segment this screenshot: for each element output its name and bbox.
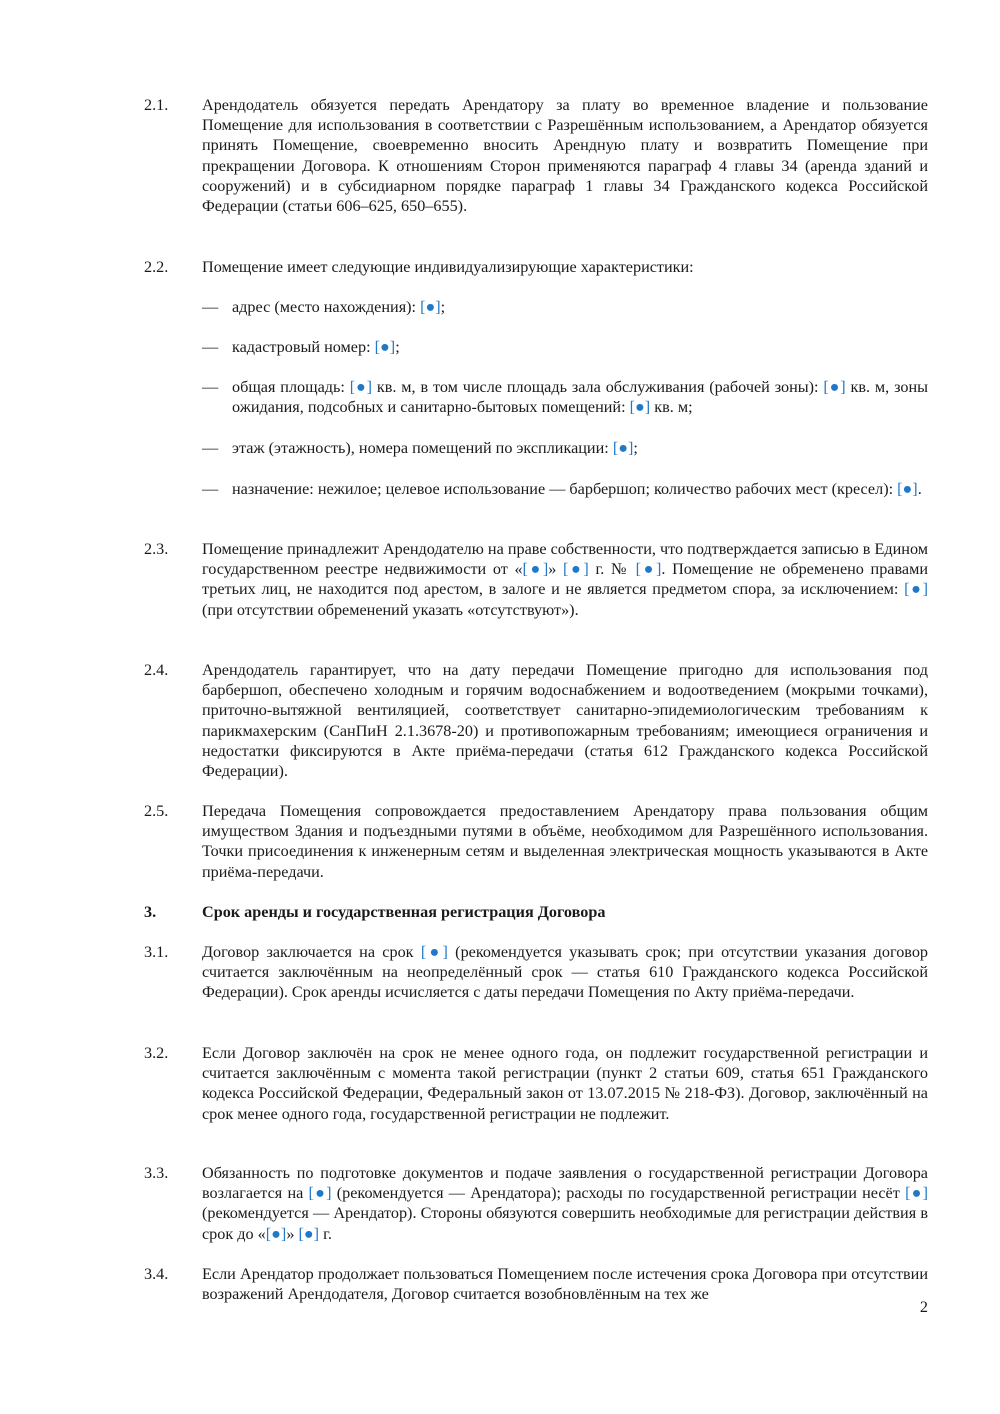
placeholder-field[interactable]: [●]: [420, 298, 441, 316]
placeholder-field[interactable]: [●]: [374, 338, 396, 356]
placeholder-field[interactable]: [●]: [265, 1224, 287, 1243]
dash-marker: —: [202, 480, 219, 498]
list-item-text: кадастровый номер: [●];: [232, 338, 400, 356]
clause-number: 3.2.: [144, 1044, 169, 1062]
clause-number: 3.1.: [144, 943, 169, 961]
list-item-text: адрес (место нахождения): [●];: [232, 298, 446, 316]
section-number: 3.: [144, 903, 157, 921]
placeholder-field[interactable]: [●]: [897, 480, 918, 498]
clause-number: 3.4.: [144, 1265, 169, 1283]
clause-text: Договор заключается на срок [●] (рекомендуется указывать срок; при отсутствии указания договор считается заключённым на неопределённый срок — статья 610 Гражданского кодекса Российской Федерации). Срок аренды исчисляется с даты передачи Помещения по Акту приёма-передачи.: [202, 943, 929, 1002]
list-item-text: общая площадь: [●] кв. м, в том числе площадь зала обслуживания (рабочей зоны): [●] кв. м, зоны ожидания, подсобных и санитарно-бытовых помещений: [●] кв. м;: [232, 378, 929, 417]
placeholder-field[interactable]: [●]: [629, 398, 651, 417]
placeholder-field[interactable]: [●]: [904, 580, 928, 599]
placeholder-field[interactable]: [●]: [298, 1224, 320, 1243]
placeholder-field[interactable]: [●]: [823, 378, 846, 396]
clause-number: 3.3.: [144, 1164, 169, 1182]
clause-number: 2.2.: [144, 258, 169, 276]
placeholder-field[interactable]: [●]: [612, 439, 634, 457]
clause-number: 2.4.: [144, 661, 169, 679]
clause-text: Если Договор заключён на срок не менее одного года, он подлежит государственной регистрации и считается заключённым с момента такой регистрации (пункт 2 статьи 609, статья 651 Гражданского кодекса Российской Федерации, Федеральный закон от 13.07.2015 № 218-ФЗ). Договор, заключённый на срок менее одного года, государственной регистрации не подлежит.: [202, 1044, 928, 1123]
list-item-text: этаж (этажность), номера помещений по экспликации: [●];: [232, 439, 638, 457]
dash-marker: —: [202, 338, 219, 356]
placeholder-field[interactable]: [●]: [349, 378, 372, 396]
clause-number: 2.5.: [144, 802, 169, 820]
placeholder-field[interactable]: [●]: [905, 1184, 929, 1203]
clause-text: Если Арендатор продолжает пользоваться Помещением после истечения срока Договора при отсутствии возражений Арендодателя, Договор считается возобновлённым на тех же: [202, 1265, 928, 1304]
list-item-text: назначение: нежилое; целевое использование — барбершоп; количество рабочих мест (кресел): [●].: [232, 480, 922, 498]
clause-text: Обязанность по подготовке документов и подаче заявления о государственной регистрации Договора возлагается на [●] (рекомендуется — Арендатора); расходы по государственной регистрации несёт [●] (рекомендуется — Арендатор). Стороны обязуются совершить необходимые для регистрации действия в срок до «[●]» [●] г.: [202, 1164, 929, 1243]
placeholder-field[interactable]: [●]: [635, 560, 662, 579]
dash-marker: —: [202, 378, 219, 396]
clause-text: Помещение принадлежит Арендодателю на праве собственности, что подтверждается записью в Едином государственном реестре недвижимости от «[●]» [●] г. № [●]. Помещение не обременено правами третьих лиц, не находится под арестом, в залоге и не является предметом спора, за исключением: [●] (при отсутствии обременений указать «отсутствуют»).: [202, 540, 929, 619]
section-title: Срок аренды и государственная регистрация Договора: [202, 903, 606, 921]
placeholder-field[interactable]: [●]: [420, 943, 448, 961]
placeholder-field[interactable]: [●]: [308, 1184, 332, 1203]
clause-number: 2.1.: [144, 96, 169, 114]
placeholder-field[interactable]: [●]: [522, 560, 549, 579]
placeholder-field[interactable]: [●]: [563, 560, 589, 579]
clause-text: Помещение имеет следующие индивидуализирующие характеристики:: [202, 258, 694, 276]
clause-number: 2.3.: [144, 540, 169, 558]
clause-text: Арендодатель гарантирует, что на дату передачи Помещение пригодно для использования под барбершоп, обеспечено холодным и горячим водоснабжением и водоотведением (мокрыми точками), приточно-вытяжной вентиляцией, соответствует санитарно-эпидемиологическим требованиям к парикмахерским (СанПиН 2.1.3678-20) и противопожарным требованиям; имеющиеся ограничения и недостатки фиксируются в Акте приёма-передачи (статья 612 Гражданского кодекса Российской Федерации).: [202, 661, 928, 781]
page-number: 2: [919, 1298, 928, 1316]
dash-marker: —: [202, 439, 219, 457]
clause-text: Арендодатель обязуется передать Арендатору за плату во временное владение и пользование Помещение для использования в соответствии с Разрешённым использованием, а Арендатор обязуется принять Помещение, своевременно вносить Арендную плату и возвратить Помещение при прекращении Договора. К отношениям Сторон применяются параграф 4 главы 34 (аренда зданий и сооружений) и в субсидиарном порядке параграф 1 главы 34 Гражданского кодекса Российской Федерации (статьи 606–625, 650–655).: [202, 96, 928, 216]
clause-text: Передача Помещения сопровождается предоставлением Арендатору права пользования общим имуществом Здания и подъездными путями в объёме, необходимом для Разрешённого использования. Точки присоединения к инженерным сетям и выделенная электрическая мощность указываются в Акте приёма-передачи.: [202, 802, 928, 881]
dash-marker: —: [202, 298, 219, 316]
